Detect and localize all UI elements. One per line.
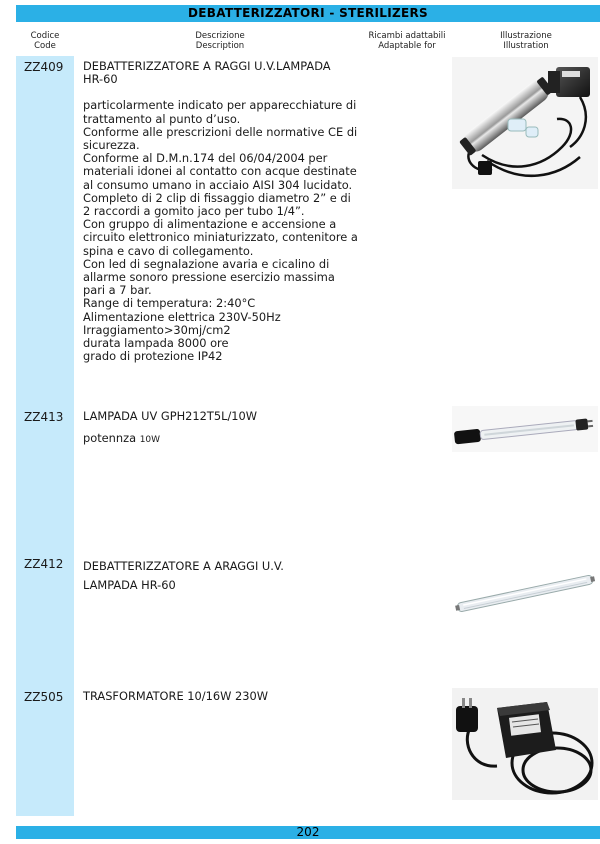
power-value: 10W xyxy=(139,435,161,446)
product-title-line: DEBATTERIZZATORE A ARAGGI U.V. xyxy=(83,559,284,573)
col-header-parts-en: Adaptable for xyxy=(378,41,436,51)
product-description xyxy=(83,60,383,363)
transformer-photo xyxy=(452,688,598,800)
product-code: ZZ412 xyxy=(24,557,64,571)
product-title-line: LAMPADA UV GPH212T5L/10W xyxy=(83,409,258,423)
header-bar xyxy=(16,5,600,22)
description-line: pari a 7 bar. xyxy=(83,283,152,298)
product-title-line: LAMPADA HR-60 xyxy=(83,578,176,592)
uv-sterilizer-photo xyxy=(452,57,598,189)
description-line: Con gruppo di alimentazione e accensione a xyxy=(83,217,337,232)
col-header-code xyxy=(16,31,74,51)
description-line: Range di temperatura: 2:40°C xyxy=(83,296,256,311)
description-line: grado di protezione IP42 xyxy=(83,349,223,364)
product-title-line: TRASFORMATORE 10/16W 230W xyxy=(83,689,268,703)
col-header-code-it: Codice xyxy=(30,31,60,41)
description-line: circuito elettronico miniaturizzato, contenitore a xyxy=(83,230,358,245)
product-description xyxy=(83,410,383,447)
description-line: materiali idonei al contatto con acque destinate xyxy=(83,164,357,179)
col-header-illus-en: Illustration xyxy=(503,41,549,51)
description-line: durata lampada 8000 ore xyxy=(83,336,229,351)
uv-lamp-photo xyxy=(452,406,598,452)
description-line: Alimentazione elettrica 230V-50Hz xyxy=(83,309,281,324)
product-title-line: HR-60 xyxy=(83,72,118,87)
col-header-illus-it: Illustrazione xyxy=(500,31,552,41)
page-title: DEBATTERIZZATORI - STERILIZERS xyxy=(187,6,429,20)
description-line: Irraggiamento>30mj/cm2 xyxy=(83,322,231,337)
product-code: ZZ409 xyxy=(24,60,64,74)
description-line: Completo di 2 clip di fissaggio diametro 2” e di xyxy=(83,190,351,205)
footer-bar xyxy=(16,826,600,839)
page-number: 202 xyxy=(296,825,320,839)
description-line: spina e cavo di collegamento. xyxy=(83,243,254,258)
description-line: Conforme alle prescrizioni delle normative CE di xyxy=(83,124,358,139)
col-header-parts-it: Ricambi adattabili xyxy=(368,31,446,41)
description-line: sicurezza. xyxy=(83,138,140,153)
description-line: particolarmente indicato per apparecchiature di xyxy=(83,98,357,113)
description-line: allarme sonoro pressione esercizio massima xyxy=(83,270,335,285)
product-code: ZZ505 xyxy=(24,690,64,704)
product-description xyxy=(83,557,383,595)
col-header-desc-en: Description xyxy=(195,41,245,51)
description-line: al consumo umano in acciaio AISI 304 lucidato. xyxy=(83,177,353,192)
col-header-desc-it: Descrizione xyxy=(195,31,245,41)
col-header-parts xyxy=(352,31,462,51)
description-line: trattamento al punto d’uso. xyxy=(83,111,241,126)
description-line: Con led di segnalazione avaria e cicalino di xyxy=(83,256,330,271)
col-header-code-en: Code xyxy=(34,41,56,51)
col-header-desc xyxy=(150,31,290,51)
col-header-illus xyxy=(476,31,576,51)
product-title-line: DEBATTERIZZATORE A RAGGI U.V.LAMPADA xyxy=(83,59,331,73)
product-code: ZZ413 xyxy=(24,410,64,424)
power-line xyxy=(83,432,383,447)
description-line: 2 raccordi a gomito jaco per tubo 1/4”. xyxy=(83,204,305,219)
power-label: potennza xyxy=(83,431,137,446)
lamp-tube-photo xyxy=(452,556,598,630)
product-description xyxy=(83,690,383,703)
description-line: Conforme al D.M.n.174 del 06/04/2004 per xyxy=(83,151,328,166)
